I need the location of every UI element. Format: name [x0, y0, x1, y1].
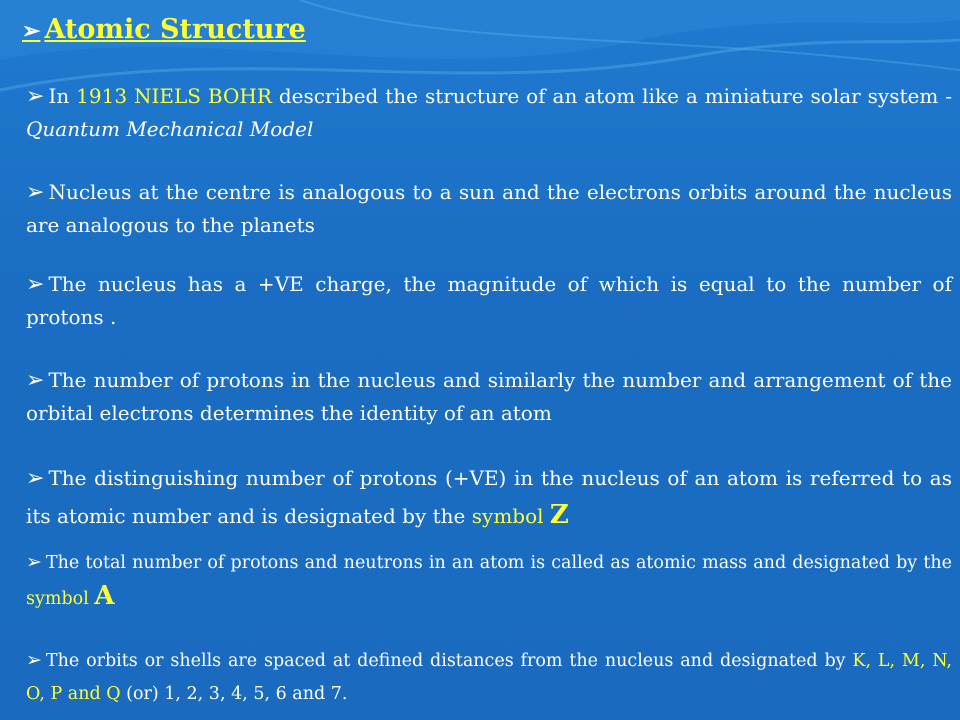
scientist-name: NIELS BOHR [127, 84, 272, 108]
arrow-bullet-icon: ➢ [26, 272, 45, 297]
symbol-z: Z [549, 500, 569, 530]
arrow-bullet-icon: ➢ [26, 368, 45, 393]
year: 1913 [76, 84, 128, 108]
paragraph-bohr: ➢ In 1913 NIELS BOHR described the structure of an atom like a miniature solar system - Quantum Mechanical Model [26, 84, 952, 141]
slide-title [22, 14, 306, 45]
arrow-bullet-icon: ➢ [26, 84, 45, 109]
paragraph-atomic-number: ➢ The distinguishing number of protons (+VE) in the nucleus of an atom is referred to as its atomic number and is designated by the symbol Z [26, 466, 952, 530]
paragraph-atomic-mass: ➢ The total number of protons and neutrons in an atom is called as atomic mass and designated by the symbol A [26, 551, 952, 611]
title-text: Atomic Structure [44, 14, 306, 45]
symbol-a: A [94, 581, 115, 611]
arrow-bullet-icon: ➢ [26, 551, 42, 573]
arrow-bullet-icon: ➢ [26, 649, 42, 671]
paragraph-shells: ➢ The orbits or shells are spaced at defined distances from the nucleus and designated by K, L, M, N, O, P and Q (or) 1, 2, 3, 4, 5, 6 and 7. [26, 649, 952, 704]
paragraph-nucleus-charge: ➢ The nucleus has a +VE charge, the magnitude of which is equal to the number of protons . [26, 272, 952, 329]
arrow-bullet-icon: ➢ [22, 18, 41, 44]
shell-letters: K, L, M, N, O, P and Q [26, 651, 952, 704]
arrow-bullet-icon: ➢ [26, 466, 45, 491]
paragraph-nucleus-analogy: ➢ Nucleus at the centre is analogous to a sun and the electrons orbits around the nucleus are analogous to the planets [26, 180, 952, 237]
model-name: Quantum Mechanical Model [26, 117, 314, 141]
paragraph-identity: ➢ The number of protons in the nucleus and similarly the number and arrangement of the orbital electrons determines the identity of an atom [26, 368, 952, 425]
arrow-bullet-icon: ➢ [26, 180, 45, 205]
